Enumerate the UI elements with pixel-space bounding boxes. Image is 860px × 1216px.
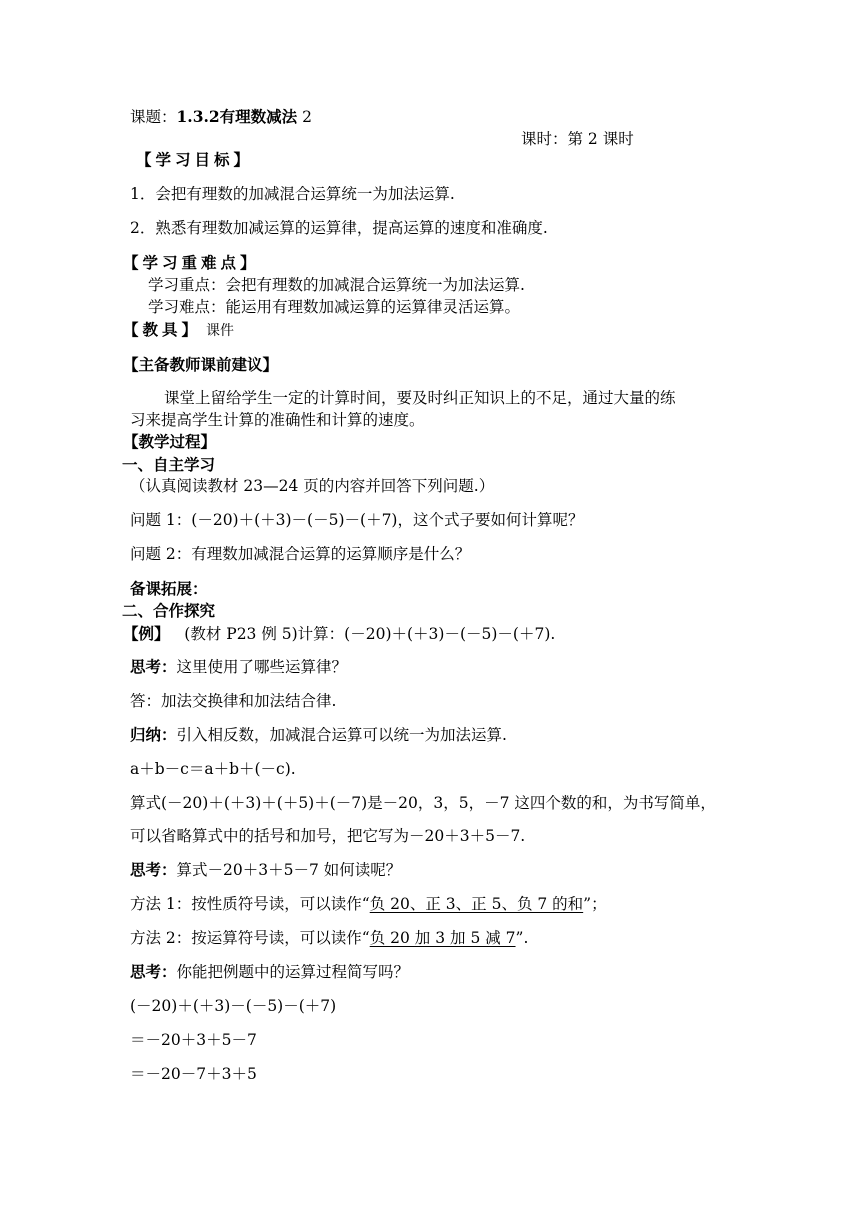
think-2-label: 思考： — [130, 860, 177, 879]
key-points-heading: 【学习重难点】 — [123, 253, 260, 272]
think-3-label: 思考： — [130, 962, 177, 981]
think-3 — [130, 962, 409, 982]
title-text: 1.3.2有理数减法 — [176, 107, 298, 126]
induction-label: 归纳： — [130, 725, 177, 744]
title-suffix: 2 — [302, 108, 312, 126]
method-1-suffix: ”； — [583, 895, 607, 913]
think-1-text: 这里使用了哪些运算律？ — [176, 658, 348, 676]
method-1-underlined: 负 20、正 3、正 5、负 7 的和 — [369, 895, 584, 913]
method-2-underlined: 负 20 加 3 加 5 减 7 — [369, 929, 516, 947]
method-2-prefix: 方法 2：按运算符号读，可以读作“ — [130, 929, 370, 947]
question-1: 问题 1：(－20)＋(＋3)－(－5)－(＋7)，这个式子要如何计算呢？ — [130, 511, 584, 529]
process-heading: 【教学过程】 — [123, 432, 217, 451]
suggestion-line-2: 习来提高学生计算的准确性和计算的速度。 — [130, 411, 425, 429]
example-label: 【例】 — [123, 624, 170, 643]
title-label: 课题： — [130, 108, 177, 126]
calc-step-3: ＝－20－7＋3＋5 — [130, 1065, 257, 1083]
think-1-label: 思考： — [130, 657, 177, 676]
example-text: (教材 P23 例 5)计算：(－20)＋(＋3)－(－5)－(＋7). — [184, 625, 556, 643]
formula-line: a＋b－c＝a＋b＋(－c). — [130, 760, 296, 778]
prep-extension: 备课拓展： — [130, 579, 208, 598]
key-point-difficulty: 学习难点：能运用有理数加减运算的运算律灵活运算。 — [148, 298, 521, 316]
answer-line: 答：加法交换律和加法结合律. — [130, 692, 337, 710]
method-2 — [130, 928, 528, 948]
calc-step-1: (－20)＋(＋3)－(－5)－(＋7) — [130, 997, 337, 1015]
tools-heading: 【教具】 — [123, 320, 202, 339]
calc-step-2: ＝－20＋3＋5－7 — [130, 1031, 257, 1049]
think-2 — [130, 860, 401, 880]
expression-line-2: 可以省略算式中的括号和加号，把它写为－20＋3＋5－7. — [130, 827, 526, 845]
think-2-text: 算式－20＋3＋5－7 如何读呢？ — [176, 861, 402, 879]
induction-text: 引入相反数，加减混合运算可以统一为加法运算. — [176, 726, 507, 744]
expression-line-1: 算式(－20)＋(＋3)＋(＋5)＋(－7)是－20，3，5，－7 这四个数的和，为书写简单， — [130, 794, 716, 812]
objectives-heading: 【学习目标】 — [136, 150, 254, 169]
objective-item-2: 2．熟悉有理数加减运算的运算律，提高运算的速度和准确度. — [130, 219, 548, 237]
key-point-focus: 学习重点：会把有理数的加减混合运算统一为加法运算. — [148, 276, 525, 294]
think-1 — [130, 657, 347, 677]
method-2-suffix: ”. — [515, 929, 529, 947]
lesson-period: 课时：第 2 课时 — [521, 130, 634, 148]
question-2: 问题 2：有理数加减混合运算的运算顺序是什么？ — [130, 545, 471, 563]
method-1-prefix: 方法 1：按性质符号读，可以读作“ — [130, 895, 370, 913]
example-line — [123, 624, 555, 644]
method-1 — [130, 894, 607, 914]
objective-item-1: 1．会把有理数的加减混合运算统一为加法运算. — [130, 185, 455, 203]
induction-line — [130, 725, 507, 745]
lesson-title — [130, 107, 312, 127]
tools-value: 课件 — [205, 323, 234, 339]
suggestion-line-1: 课堂上留给学生一定的计算时间，要及时纠正知识上的不足，通过大量的练 — [164, 389, 676, 407]
think-3-text: 你能把例题中的运算过程简写吗？ — [176, 963, 410, 981]
suggestion-heading: 【主备教师课前建议】 — [123, 355, 279, 374]
section2-heading: 二、合作探究 — [122, 601, 216, 620]
section1-note: （认真阅读教材 23—24 页的内容并回答下列问题.） — [130, 477, 495, 495]
tools-line — [123, 320, 234, 341]
section1-heading: 一、自主学习 — [122, 455, 216, 474]
